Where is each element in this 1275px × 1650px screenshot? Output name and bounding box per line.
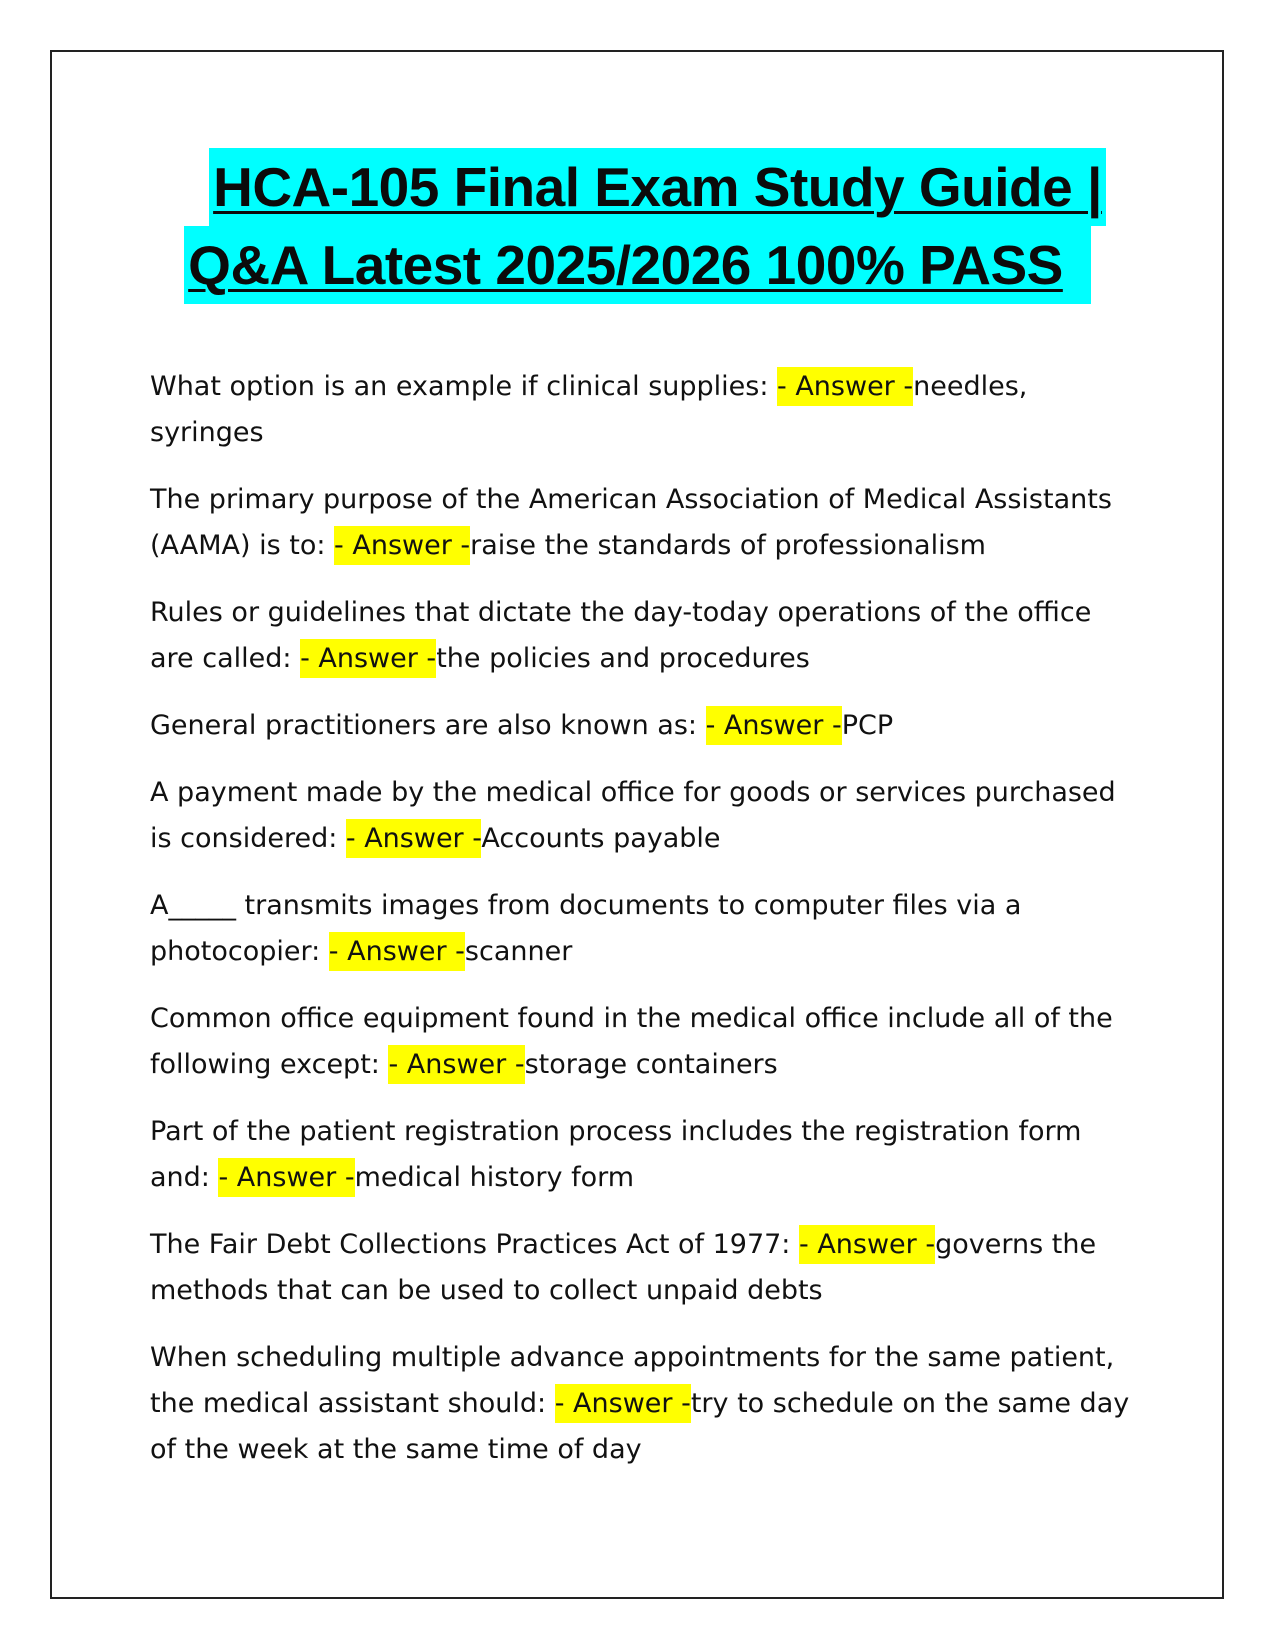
answer-label: - Answer - xyxy=(388,1045,524,1084)
question-text: Part of the patient registration process includes the registration form and: xyxy=(150,1116,1082,1193)
answer-label: - Answer - xyxy=(777,367,913,406)
question-text: When scheduling multiple advance appointments for the same patient, the medical assistant should: xyxy=(150,1342,1115,1419)
answer-text: PCP xyxy=(841,710,894,741)
answer-text: Accounts payable xyxy=(481,823,721,854)
qa-item xyxy=(150,364,1140,456)
answer-text: raise the standards of professionalism xyxy=(470,530,986,561)
question-text: The Fair Debt Collections Practices Act of 1977: xyxy=(150,1229,799,1260)
answer-text: medical history form xyxy=(354,1162,635,1193)
title-line-2: Q&A Latest 2025/2026 100% PASS xyxy=(184,226,1091,304)
answer-text: governs the methods that can be used to collect unpaid debts xyxy=(150,1229,1097,1306)
answer-text: storage containers xyxy=(524,1049,778,1080)
qa-item xyxy=(150,996,1140,1088)
question-text: General practitioners are also known as: xyxy=(150,710,706,741)
answer-text: scanner xyxy=(464,936,573,967)
qa-list xyxy=(150,364,1140,1494)
question-text: What option is an example if clinical supplies: xyxy=(150,371,778,402)
answer-label: - Answer - xyxy=(706,706,842,745)
answer-text: needles, syringes xyxy=(150,371,1028,448)
title-line-1: HCA-105 Final Exam Study Guide | xyxy=(209,148,1106,226)
question-text: A payment made by the medical office for goods or services purchased is considered: xyxy=(150,777,1116,854)
qa-item xyxy=(150,1222,1140,1314)
qa-item xyxy=(150,770,1140,862)
answer-label: - Answer - xyxy=(334,526,470,565)
question-text: Common office equipment found in the medical office include all of the following except: xyxy=(150,1003,1113,1080)
document-title xyxy=(0,148,1275,304)
qa-item xyxy=(150,703,1140,749)
answer-text: try to schedule on the same day of the week at the same time of day xyxy=(150,1388,1130,1465)
question-text: The primary purpose of the American Association of Medical Assistants (AAMA) is to: xyxy=(150,484,1112,561)
answer-label: - Answer - xyxy=(799,1225,935,1264)
question-text: A_____ transmits images from documents to computer files via a photocopier: xyxy=(150,890,1022,967)
qa-item xyxy=(150,883,1140,975)
answer-label: - Answer - xyxy=(555,1384,691,1423)
qa-item xyxy=(150,1109,1140,1201)
qa-item xyxy=(150,1335,1140,1473)
answer-label: - Answer - xyxy=(300,639,436,678)
qa-item xyxy=(150,590,1140,682)
answer-text: the policies and procedures xyxy=(436,643,810,674)
qa-item xyxy=(150,477,1140,569)
question-text: Rules or guidelines that dictate the day-today operations of the office are called: xyxy=(150,597,1092,674)
answer-label: - Answer - xyxy=(346,819,482,858)
answer-label: - Answer - xyxy=(329,932,465,971)
answer-label: - Answer - xyxy=(218,1158,354,1197)
